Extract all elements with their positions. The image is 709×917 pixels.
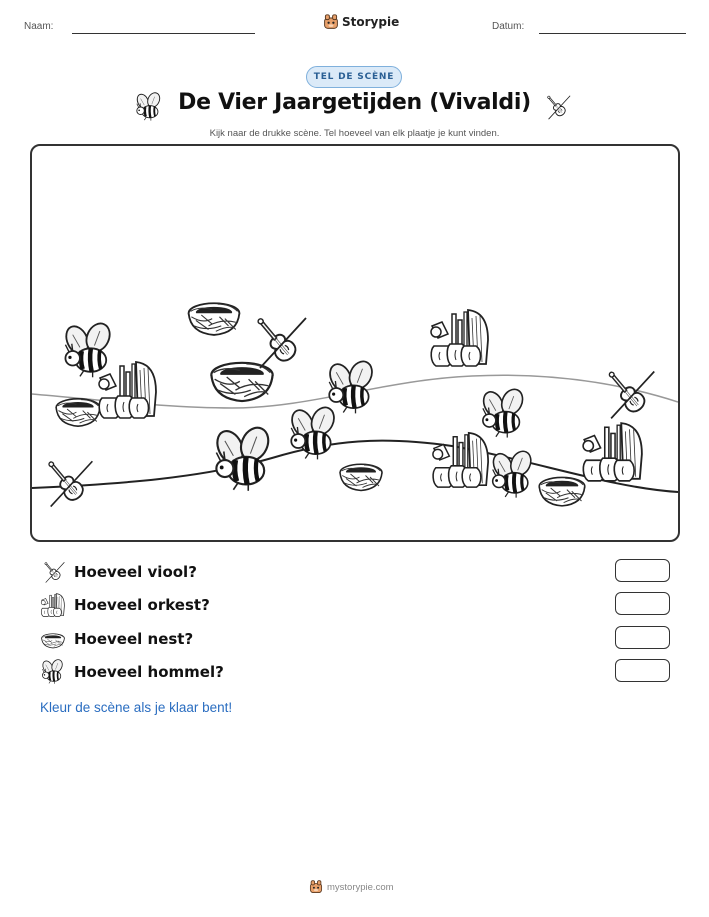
storypie-mascot-icon	[309, 880, 323, 894]
storypie-mascot-icon	[323, 14, 339, 30]
brand-name: Storypie	[342, 15, 400, 29]
answer-box-nest[interactable]	[615, 626, 670, 649]
orchestra-icon	[580, 416, 646, 488]
question-row	[40, 626, 670, 652]
name-label: Naam:	[24, 21, 54, 32]
orchestra-icon	[40, 592, 66, 618]
question-row	[40, 592, 670, 618]
name-line[interactable]	[72, 33, 255, 34]
footer	[309, 880, 394, 894]
nest-icon	[178, 286, 250, 344]
page-subtitle: Kijk naar de drukke scène. Tel hoeveel van elk plaatje je kunt vinden.	[209, 128, 500, 139]
counting-scene	[30, 144, 680, 542]
answer-box-bee[interactable]	[615, 659, 670, 682]
bee-icon	[210, 426, 278, 494]
date-label: Datum:	[492, 21, 525, 32]
violin-icon	[40, 559, 66, 585]
answer-box-orchestra[interactable]	[615, 592, 670, 615]
worksheet-tag: TEL DE SCÈNE	[306, 66, 402, 88]
coloring-instruction: Kleur de scène als je klaar bent!	[40, 700, 233, 715]
bee-icon	[60, 322, 118, 380]
page-title: De Vier Jaargetijden (Vivaldi)	[178, 90, 531, 115]
question-text: Hoeveel hommel?	[74, 663, 224, 681]
question-text: Hoeveel orkest?	[74, 596, 210, 614]
orchestra-icon	[428, 304, 492, 372]
violin-icon	[598, 364, 658, 424]
date-line[interactable]	[539, 33, 686, 34]
bee-icon	[40, 659, 66, 685]
nest-icon	[334, 450, 388, 498]
question-row	[40, 659, 670, 685]
question-row	[40, 559, 670, 585]
question-text: Hoeveel viool?	[74, 563, 197, 581]
question-text: Hoeveel nest?	[74, 630, 194, 648]
bee-icon	[488, 450, 538, 500]
bee-icon	[286, 406, 342, 462]
brand-logo	[323, 14, 399, 30]
answer-box-violin[interactable]	[615, 559, 670, 582]
nest-icon	[40, 626, 66, 652]
bee-icon	[478, 388, 530, 440]
footer-site: mystorypie.com	[327, 881, 394, 893]
violin-icon	[246, 310, 310, 374]
violin-icon	[38, 454, 96, 512]
violin-icon	[542, 92, 572, 122]
